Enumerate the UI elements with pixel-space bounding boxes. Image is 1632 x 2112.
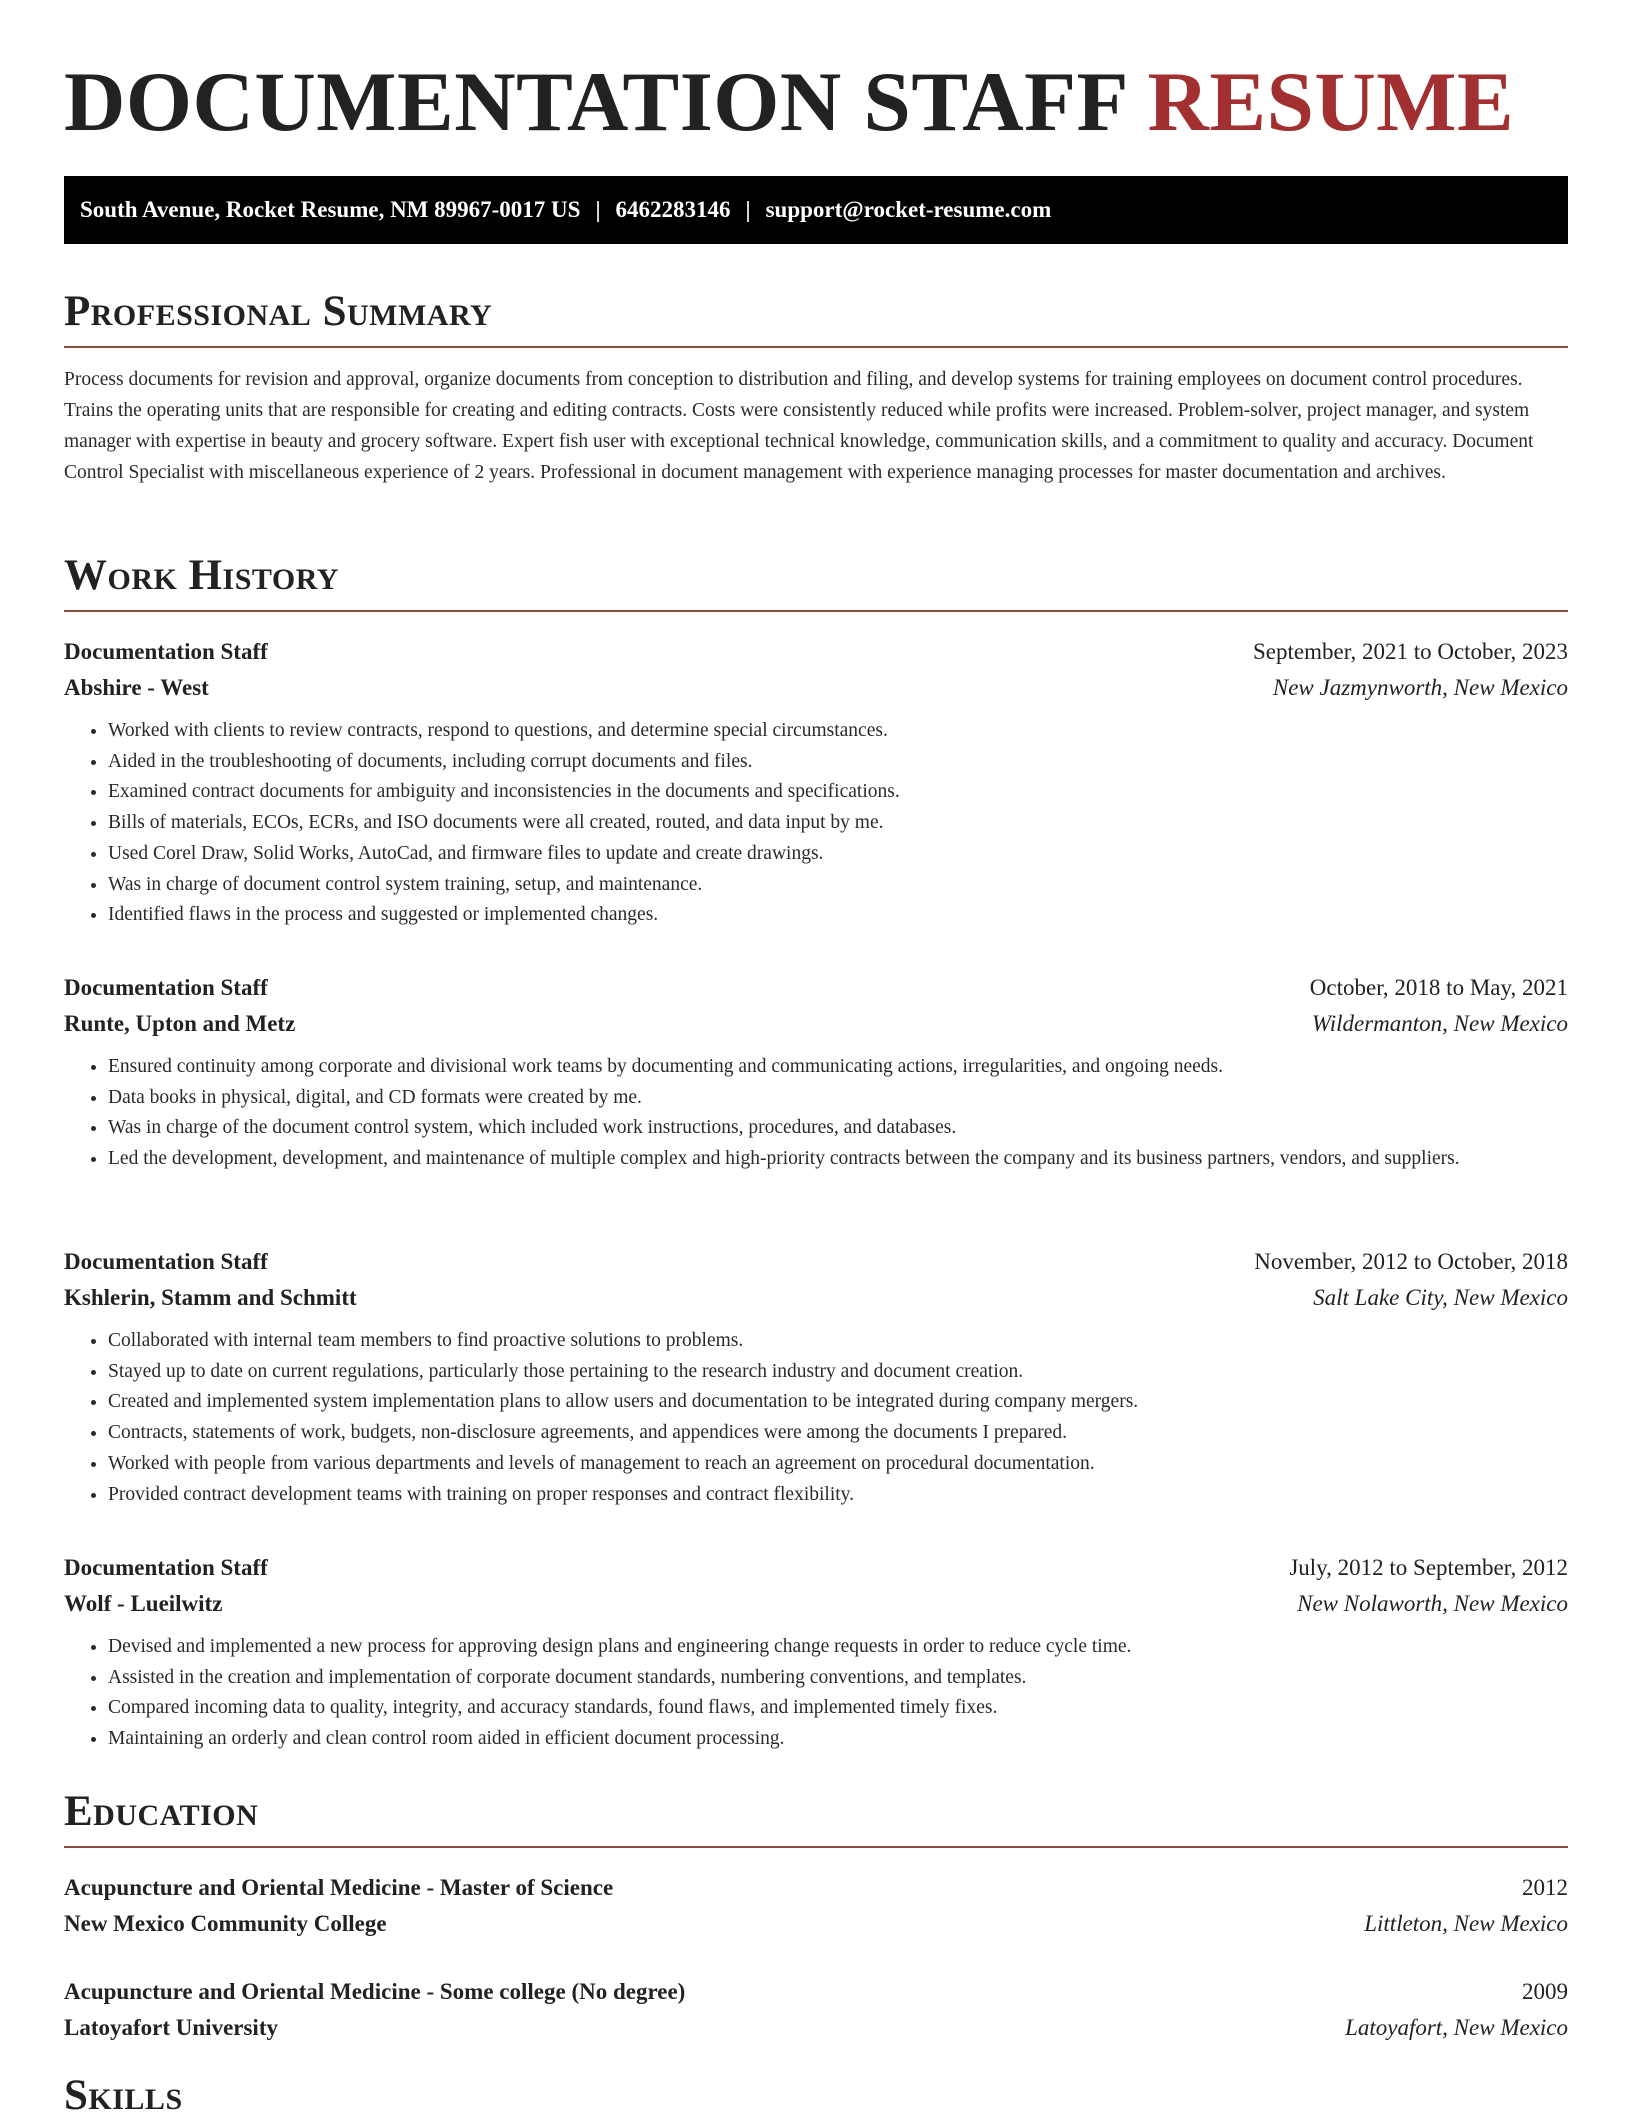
contact-separator: | bbox=[595, 197, 601, 222]
education-heading: Education bbox=[64, 1784, 1568, 1848]
job-location: Wildermanton, New Mexico bbox=[1311, 1011, 1568, 1036]
resume-title bbox=[64, 52, 1514, 152]
job-bullet: • Used Corel Draw, Solid Works, AutoCad, and firmware files to update and create drawings. bbox=[108, 839, 1568, 870]
education-school: Latoyafort University bbox=[64, 2015, 278, 2040]
job-bullet: • Provided contract development teams with training on proper responses and contract flexibility. bbox=[108, 1480, 1568, 1511]
job-title: Documentation Staff bbox=[64, 639, 268, 664]
job-company: Abshire - West bbox=[64, 675, 209, 700]
job-bullet: • Contracts, statements of work, budgets, non-disclosure agreements, and appendices were among the documents I prepared. bbox=[108, 1418, 1568, 1449]
work-history-section bbox=[64, 548, 1568, 612]
job-bullet: • Ensured continuity among corporate and divisional work teams by documenting and communicating actions, irregularities, and ongoing needs. bbox=[108, 1052, 1568, 1083]
work-history-heading: Work History bbox=[64, 548, 1568, 612]
job-bullet: • Stayed up to date on current regulations, particularly those pertaining to the research industry and document creation. bbox=[108, 1357, 1568, 1388]
job-company: Wolf - Lueilwitz bbox=[64, 1591, 223, 1616]
contact-address: South Avenue, Rocket Resume, NM 89967-0017 US bbox=[80, 197, 581, 222]
job-bullet: • Was in charge of the document control system, which included work instructions, procedures, and databases. bbox=[108, 1113, 1568, 1144]
education-degree: Acupuncture and Oriental Medicine - Some college (No degree) bbox=[64, 1979, 686, 2004]
title-part-1: DOCUMENTATION STAFF bbox=[64, 55, 1126, 149]
job-title: Documentation Staff bbox=[64, 1249, 268, 1274]
skills-heading: Skills bbox=[64, 2068, 1568, 2112]
job-bullets bbox=[64, 1326, 1568, 1510]
education-degree: Acupuncture and Oriental Medicine - Master of Science bbox=[64, 1875, 614, 1900]
job-entry bbox=[64, 970, 1568, 1175]
job-entry bbox=[64, 1550, 1568, 1755]
education-entry bbox=[64, 1974, 1568, 2046]
summary-section bbox=[64, 284, 1568, 488]
job-bullet: • Bills of materials, ECOs, ECRs, and ISO documents were all created, routed, and data input by me. bbox=[108, 808, 1568, 839]
job-title: Documentation Staff bbox=[64, 975, 268, 1000]
contact-bar bbox=[64, 176, 1568, 244]
job-bullet: • Collaborated with internal team members to find proactive solutions to problems. bbox=[108, 1326, 1568, 1357]
job-title: Documentation Staff bbox=[64, 1555, 268, 1580]
contact-separator: | bbox=[745, 197, 751, 222]
job-dates: November, 2012 to October, 2018 bbox=[1254, 1249, 1568, 1274]
contact-email: support@rocket-resume.com bbox=[765, 197, 1052, 222]
contact-phone: 6462283146 bbox=[615, 197, 731, 222]
job-bullet: • Data books in physical, digital, and CD formats were created by me. bbox=[108, 1083, 1568, 1114]
skills-section bbox=[64, 2068, 1568, 2112]
summary-text: Process documents for revision and approval, organize documents from conception to distribution and filing, and develop systems for training employees on document control procedures. Trains the operating units that are responsible for creating and editing contracts. Costs were consistently reduced while profits were increased. Problem-solver, project manager, and system manager with expertise in beauty and grocery software. Expert fish user with exceptional technical knowledge, communication skills, and a commitment to quality and accuracy. Document Control Specialist with miscellaneous experience of 2 years. Professional in document management with experience managing processes for master documentation and archives. bbox=[64, 369, 1534, 483]
job-bullet: • Worked with people from various departments and levels of management to reach an agreement on procedural documentation. bbox=[108, 1449, 1568, 1480]
job-bullet: • Maintaining an orderly and clean control room aided in efficient document processing. bbox=[108, 1724, 1568, 1755]
summary-heading: Professional Summary bbox=[64, 284, 1568, 348]
job-dates: September, 2021 to October, 2023 bbox=[1253, 639, 1568, 664]
job-entry bbox=[64, 1244, 1568, 1510]
job-bullet: • Assisted in the creation and implementation of corporate document standards, numbering conventions, and templates. bbox=[108, 1663, 1568, 1694]
title-part-2: RESUME bbox=[1147, 55, 1515, 149]
education-section bbox=[64, 1784, 1568, 1848]
job-bullets bbox=[64, 716, 1568, 931]
education-entry bbox=[64, 1870, 1568, 1942]
education-year: 2009 bbox=[1522, 1979, 1568, 2004]
job-bullet: • Examined contract documents for ambiguity and inconsistencies in the documents and specifications. bbox=[108, 777, 1568, 808]
job-company: Kshlerin, Stamm and Schmitt bbox=[64, 1285, 357, 1310]
job-bullet: • Created and implemented system implementation plans to allow users and documentation to be integrated during company mergers. bbox=[108, 1387, 1568, 1418]
job-bullet: • Devised and implemented a new process for approving design plans and engineering change requests in order to reduce cycle time. bbox=[108, 1632, 1568, 1663]
job-entry bbox=[64, 634, 1568, 931]
job-dates: July, 2012 to September, 2012 bbox=[1289, 1555, 1568, 1580]
job-location: New Nolaworth, New Mexico bbox=[1297, 1591, 1568, 1616]
job-bullets bbox=[64, 1052, 1568, 1175]
education-school: New Mexico Community College bbox=[64, 1911, 387, 1936]
job-bullet: • Compared incoming data to quality, integrity, and accuracy standards, found flaws, and implemented timely fixes. bbox=[108, 1693, 1568, 1724]
education-year: 2012 bbox=[1522, 1875, 1568, 1900]
education-location: Latoyafort, New Mexico bbox=[1345, 2015, 1568, 2040]
job-dates: October, 2018 to May, 2021 bbox=[1309, 975, 1568, 1000]
job-bullet: • Worked with clients to review contracts, respond to questions, and determine special circumstances. bbox=[108, 716, 1568, 747]
job-company: Runte, Upton and Metz bbox=[64, 1011, 296, 1036]
job-bullet: • Aided in the troubleshooting of documents, including corrupt documents and files. bbox=[108, 747, 1568, 778]
job-location: New Jazmynworth, New Mexico bbox=[1272, 675, 1568, 700]
job-bullet: • Led the development, development, and maintenance of multiple complex and high-priority contracts between the company and its business partners, vendors, and suppliers. bbox=[108, 1144, 1568, 1175]
job-bullets bbox=[64, 1632, 1568, 1755]
job-location: Salt Lake City, New Mexico bbox=[1313, 1285, 1568, 1310]
education-location: Littleton, New Mexico bbox=[1364, 1911, 1568, 1936]
job-bullet: • Was in charge of document control system training, setup, and maintenance. bbox=[108, 870, 1568, 901]
job-bullet: • Identified flaws in the process and suggested or implemented changes. bbox=[108, 900, 1568, 931]
